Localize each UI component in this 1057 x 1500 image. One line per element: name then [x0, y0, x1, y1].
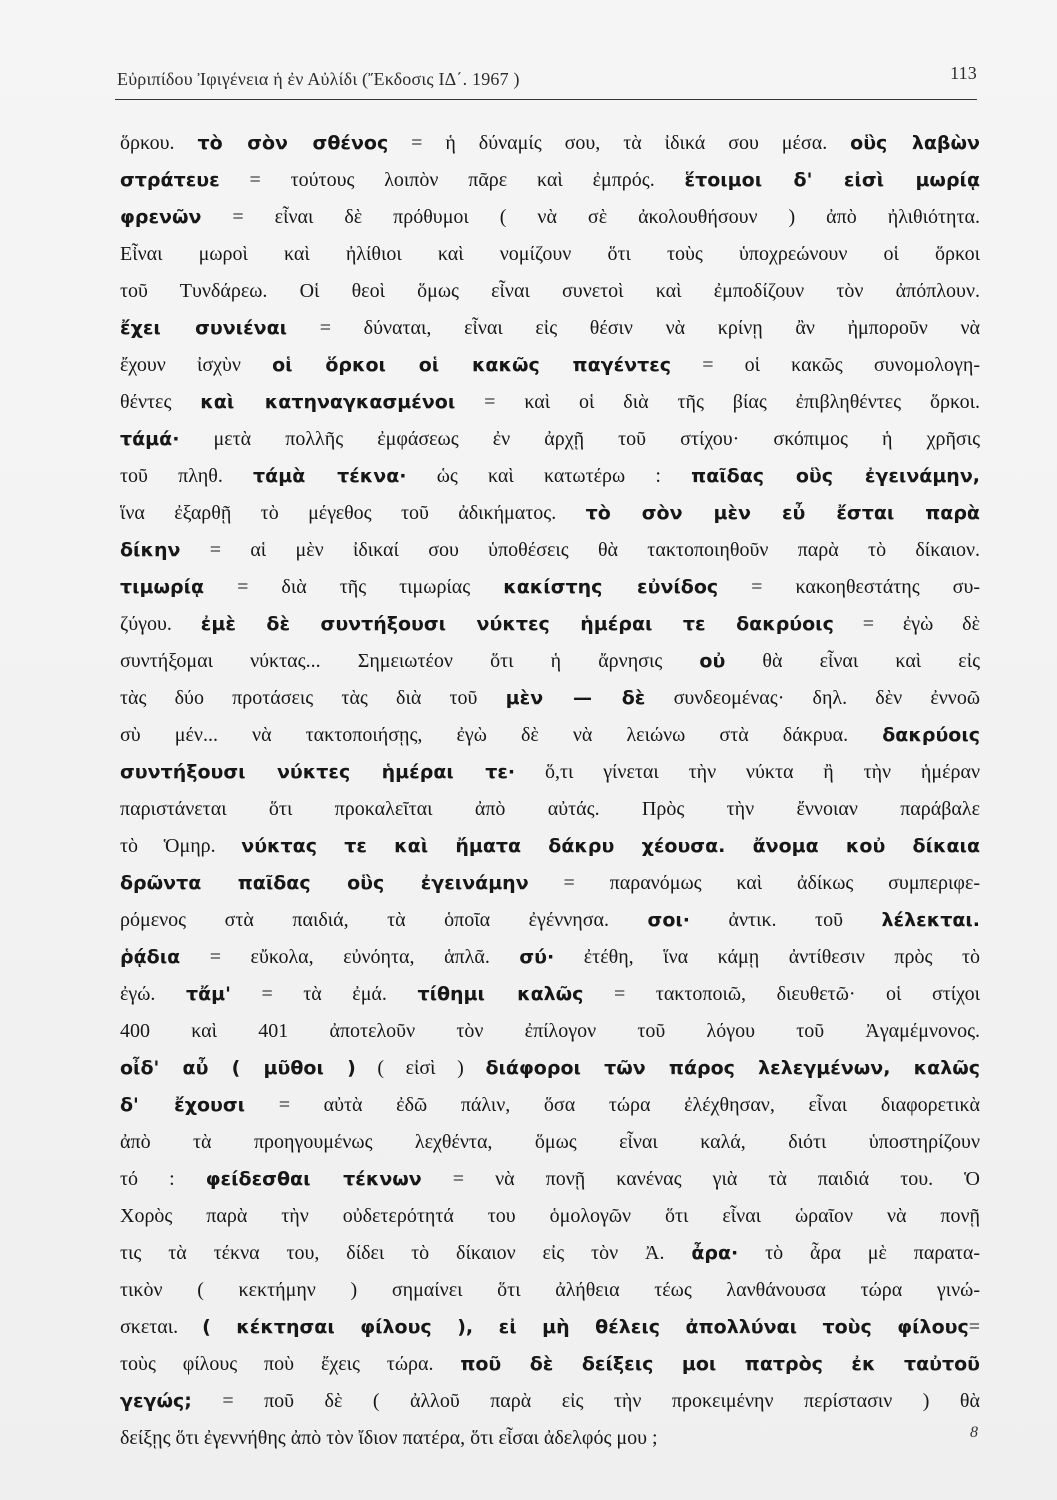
- lemma-bold: δρῶντα παῖδας οὓς ἐγεινάμην: [120, 872, 529, 894]
- lemma-bold: καὶ κατηναγκασμένοι: [200, 391, 456, 413]
- text-line: [120, 124, 980, 161]
- gloss-text: ἐγώ.: [120, 983, 186, 1005]
- gloss-text: Εἶναι μωροὶ καὶ ἠλίθιοι καὶ νομίζουν ὅτι τοὺς ὑποχρεώνουν οἱ ὅρκοι: [120, 243, 980, 265]
- lemma-bold: στράτευε: [120, 169, 220, 191]
- text-line: [120, 198, 980, 235]
- text-line: [120, 309, 980, 346]
- header-title: Εὐριπίδου Ἰφιγένεια ἡ ἐν Αὐλίδι (Ἔκδοσις ΙΔ΄. 1967 ): [117, 69, 520, 89]
- gloss-text: = καὶ οἱ διὰ τῆς βίας ἐπιβληθέντες ὅρκοι.: [455, 391, 980, 413]
- text-line: [120, 531, 980, 568]
- gloss-text: 400 καὶ 401 ἀποτελοῦν τὸν ἐπίλογον τοῦ λόγου τοῦ Ἀγαμέμνονος.: [120, 1020, 980, 1042]
- gloss-text: τικὸν ( κεκτήμην ) σημαίνει ὅτι ἀλήθεια τέως λανθάνουσα τώρα γινώ-: [120, 1279, 980, 1301]
- text-line: [120, 679, 980, 716]
- gloss-text: τὸ ἆρα μὲ παρατα-: [738, 1242, 980, 1264]
- gloss-text: δείξῃς ὅτι ἐγεννήθης ἀπὸ τὸν ἴδιον πατέρα, ὅτι εἶσαι ἀδελφός μου ;: [120, 1427, 658, 1449]
- gloss-text: ἔχουν ἰσχὺν: [120, 354, 273, 376]
- gloss-text: = ἐγὼ δὲ: [833, 613, 980, 635]
- gloss-text: ρόμενος στὰ παιδιά, τὰ ὁποῖα ἐγέννησα.: [120, 909, 648, 931]
- lemma-bold: σύ·: [519, 946, 555, 968]
- gloss-text: συνδεομένας· δηλ. δὲν ἐννοῶ: [645, 687, 980, 709]
- header-rule: [115, 99, 977, 100]
- gloss-text: συντήξομαι νύκτας... Σημειωτέον ὅτι ἡ ἄρνησις: [120, 650, 700, 672]
- lemma-bold: ῥᾴδια: [120, 946, 181, 968]
- lemma-bold: νύκτας τε καὶ ἤματα δάκρυ χέουσα. ἄνομα κοὐ δίκαια: [241, 835, 980, 857]
- lemma-bold: οὓς λαβὼν: [850, 132, 980, 154]
- gloss-text: παριστάνεται ὅτι προκαλεῖται ἀπὸ αὐτάς. Πρὸς τὴν ἔννοιαν παράβαλε: [120, 798, 980, 820]
- text-line: [120, 235, 980, 272]
- text-line: [120, 346, 980, 383]
- running-header: [117, 63, 977, 93]
- signature-mark: 8: [970, 1424, 978, 1441]
- text-line: [120, 1345, 980, 1382]
- gloss-text: ὅρκου.: [120, 132, 198, 154]
- lemma-bold: τὸ σὸν μὲν εὖ ἔσται παρὰ: [585, 502, 980, 524]
- gloss-text: = ποῦ δὲ ( ἀλλοῦ παρὰ εἰς τὴν προκειμένην περίστασιν ) θὰ: [191, 1390, 980, 1412]
- gloss-text: = εὔκολα, εὐνόητα, ἁπλᾶ.: [180, 946, 520, 968]
- lemma-bold: δακρύοις: [882, 724, 980, 746]
- text-line: [120, 938, 980, 975]
- lemma-bold: ἔχει συνιέναι: [120, 317, 288, 339]
- text-line: [120, 568, 980, 605]
- gloss-text: ἀντικ. τοῦ: [690, 909, 882, 931]
- gloss-text: ζύγου.: [120, 613, 201, 635]
- lemma-bold: σοι·: [647, 909, 691, 931]
- gloss-text: τις τὰ τέκνα του, δίδει τὸ δίκαιον εἰς τὸν Ἀ.: [120, 1242, 692, 1264]
- lemma-bold: παῖδας οὓς ἐγεινάμην,: [691, 465, 980, 487]
- text-line: [120, 494, 980, 531]
- page-number: 113: [950, 63, 977, 83]
- gloss-text: = τὰ ἐμά.: [230, 983, 418, 1005]
- lemma-bold: ἐμὲ δὲ συντήξουσι νύκτες ἡμέραι τε δακρύοις: [200, 613, 834, 635]
- text-line: [120, 272, 980, 309]
- gloss-text: =: [968, 1316, 980, 1338]
- text-line: [120, 827, 980, 864]
- lemma-bold: φείδεσθαι τέκνων: [205, 1168, 422, 1190]
- text-line: [120, 1234, 980, 1271]
- lemma-bold: δ' ἔχουσι: [120, 1094, 246, 1116]
- gloss-text: = τούτους λοιπὸν πᾶρε καὶ ἐμπρός.: [219, 169, 685, 191]
- text-line: [120, 790, 980, 827]
- lemma-bold: τἄμ': [185, 983, 231, 1005]
- text-line: [120, 1160, 980, 1197]
- gloss-text: = παρανόμως καὶ ἀδίκως συμπεριφε-: [528, 872, 980, 894]
- lemma-bold: συντήξουσι νύκτες ἡμέραι τε·: [120, 761, 516, 783]
- text-line: [120, 420, 980, 457]
- gloss-text: τὰς δύο προτάσεις τὰς διὰ τοῦ: [120, 687, 506, 709]
- gloss-text: = αἱ μὲν ἰδικαί σου ὑποθέσεις θὰ τακτοποιηθοῦν παρὰ τὸ δίκαιον.: [180, 539, 980, 561]
- text-line: [120, 1086, 980, 1123]
- lemma-bold: τάμὰ τέκνα·: [253, 465, 407, 487]
- text-line: [120, 864, 980, 901]
- gloss-text: ὡς καὶ κατωτέρω :: [406, 465, 692, 487]
- lemma-bold: γεγώς;: [120, 1390, 192, 1412]
- gloss-text: = κακοηθεστάτης συ-: [718, 576, 980, 598]
- text-line: [120, 457, 980, 494]
- text-line: [120, 975, 980, 1012]
- gloss-text: Χορὸς παρὰ τὴν οὐδετερότητά του ὁμολογῶν ὅτι εἶναι ὡραῖον νὰ πονῇ: [120, 1205, 980, 1227]
- text-line: [120, 716, 980, 753]
- text-line: [120, 1382, 980, 1419]
- gloss-text: σὺ μέν... νὰ τακτοποιήσῃς, ἐγὼ δὲ νὰ λειώνω στὰ δάκρυα.: [120, 724, 883, 746]
- lemma-bold: ποῦ δὲ δείξεις μοι πατρὸς ἐκ ταὐτοῦ: [460, 1353, 980, 1375]
- gloss-text: θὰ εἶναι καὶ εἰς: [725, 650, 980, 672]
- text-line: [120, 1308, 980, 1345]
- text-line: [120, 642, 980, 679]
- lemma-bold: τάμά·: [120, 428, 180, 450]
- gloss-text: = αὐτὰ ἐδῶ πάλιν, ὅσα τώρα ἐλέχθησαν, εἶναι διαφορετικὰ: [245, 1094, 980, 1116]
- text-line: [120, 753, 980, 790]
- gloss-text: = διὰ τῆς τιμωρίας: [204, 576, 504, 598]
- gloss-text: ἀπὸ τὰ προηγουμένως λεχθέντα, ὅμως εἶναι καλά, διότι ὑποστηρίζουν: [120, 1131, 980, 1153]
- text-line: [120, 1197, 980, 1234]
- gloss-text: ( εἰσὶ ): [355, 1057, 486, 1079]
- gloss-text: τό :: [120, 1168, 206, 1190]
- text-line: [120, 383, 980, 420]
- text-line: [120, 1049, 980, 1086]
- text-line: [120, 1419, 980, 1456]
- lemma-bold: τίθημι καλῶς: [417, 983, 584, 1005]
- gloss-text: μετὰ πολλῆς ἐμφάσεως ἐν ἀρχῇ τοῦ στίχου· σκόπιμος ἡ χρῆσις: [179, 428, 980, 450]
- text-line: [120, 161, 980, 198]
- lemma-bold: λέλεκται.: [881, 909, 980, 931]
- lemma-bold: κακίστης εὐνίδος: [503, 576, 719, 598]
- text-line: [120, 1123, 980, 1160]
- lemma-bold: μὲν — δὲ: [505, 687, 646, 709]
- commentary-text: [120, 124, 980, 1456]
- gloss-text: = ἡ δύναμίς σου, τὰ ἰδικά σου μέσα.: [388, 132, 851, 154]
- lemma-bold: ἆρα·: [691, 1242, 739, 1264]
- gloss-text: = εἶναι δὲ πρόθυμοι ( νὰ σὲ ἀκολουθήσουν ) ἀπὸ ἠλιθιότητα.: [201, 206, 980, 228]
- lemma-bold: διάφοροι τῶν πάρος λελεγμένων, καλῶς: [485, 1057, 980, 1079]
- gloss-text: σκεται.: [120, 1316, 203, 1338]
- lemma-bold: οὐ: [699, 650, 726, 672]
- lemma-bold: τὸ σὸν σθένος: [197, 132, 389, 154]
- gloss-text: τὸ Ὁμηρ.: [120, 835, 242, 857]
- lemma-bold: ἕτοιμοι δ' εἰσὶ μωρίᾳ: [684, 169, 980, 191]
- lemma-bold: δίκην: [120, 539, 181, 561]
- lemma-bold: φρενῶν: [120, 206, 202, 228]
- gloss-text: ὅ,τι γίνεται τὴν νύκτα ἢ τὴν ἡμέραν: [515, 761, 980, 783]
- text-line: [120, 1271, 980, 1308]
- gloss-text: ἵνα ἐξαρθῇ τὸ μέγεθος τοῦ ἀδικήματος.: [120, 502, 586, 524]
- gloss-text: τοῦ Τυνδάρεω. Οἱ θεοὶ ὅμως εἶναι συνετοὶ καὶ ἐμποδίζουν τὸν ἀπόπλουν.: [120, 280, 980, 302]
- gloss-text: = οἱ κακῶς συνομολογη-: [671, 354, 980, 376]
- gloss-text: τοῦ πληθ.: [120, 465, 254, 487]
- lemma-bold: οἱ ὅρκοι οἱ κακῶς παγέντες: [272, 354, 672, 376]
- gloss-text: = δύναται, εἶναι εἰς θέσιν νὰ κρίνῃ ἂν ἠμποροῦν νὰ: [287, 317, 980, 339]
- text-line: [120, 901, 980, 938]
- lemma-bold: οἶδ' αὖ ( μῦθοι ): [120, 1057, 356, 1079]
- gloss-text: = τακτοποιῶ, διευθετῶ· οἱ στίχοι: [583, 983, 980, 1005]
- lemma-bold: τιμωρίᾳ: [120, 576, 205, 598]
- lemma-bold: ( κέκτησαι φίλους ), εἰ μὴ θέλεις ἀπολλύναι τοὺς φίλους: [202, 1316, 969, 1338]
- gloss-text: θέντες: [120, 391, 201, 413]
- gloss-text: = νὰ πονῇ κανένας γιὰ τὰ παιδιά του. Ὁ: [421, 1168, 980, 1190]
- gloss-text: τοὺς φίλους ποὺ ἔχεις τώρα.: [120, 1353, 461, 1375]
- text-line: [120, 1012, 980, 1049]
- gloss-text: ἐτέθη, ἵνα κάμῃ ἀντίθεσιν πρὸς τὸ: [554, 946, 980, 968]
- text-line: [120, 605, 980, 642]
